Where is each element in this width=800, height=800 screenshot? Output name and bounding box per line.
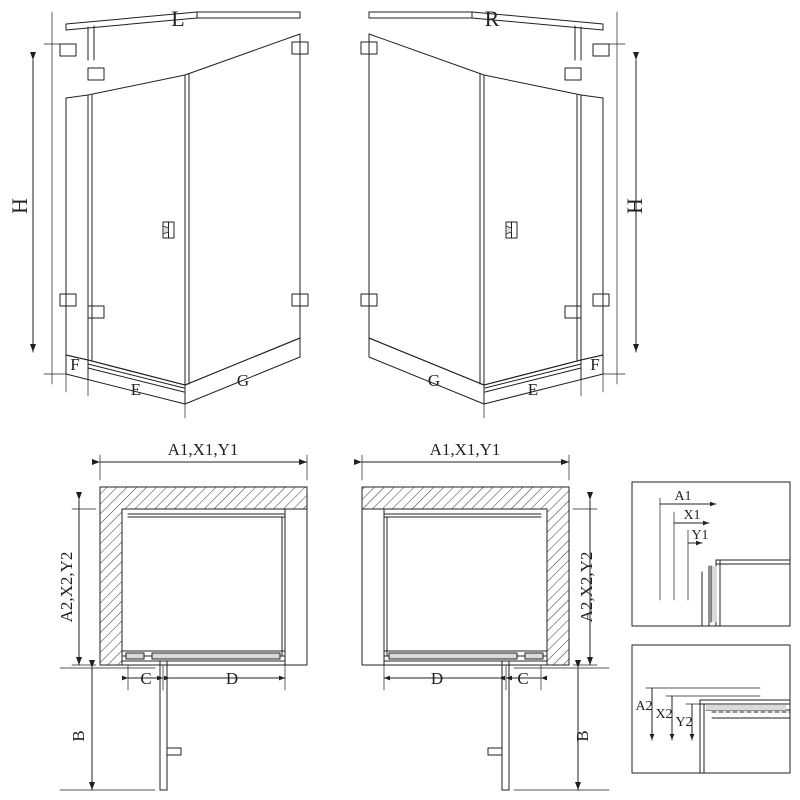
plan-right [362,455,609,790]
dim-e-left: E [130,380,142,399]
detail-label-a2: A2 [635,699,653,714]
dim-side-plan-right: A2,X2,Y2 [577,551,596,623]
dim-e-right: E [527,380,539,399]
dim-f-left: F [70,355,80,374]
dim-height-right: H [622,198,647,214]
dim-top-plan-right: A1,X1,Y1 [429,440,501,459]
dim-f-right: F [590,355,600,374]
dim-c-right: C [517,669,529,688]
dim-side-plan-left: A2,X2,Y2 [57,551,76,623]
dim-b-left: B [69,730,88,742]
detail-top [632,482,790,626]
detail-label-a1: A1 [674,489,692,504]
dim-g-right: G [427,371,441,390]
dim-top-plan-left: A1,X1,Y1 [167,440,239,459]
detail-label-x2: X2 [655,707,673,722]
detail-label-y2: Y2 [675,715,693,730]
view-label-left: L [171,6,185,31]
dim-c-left: C [140,669,152,688]
detail-label-y1: Y1 [691,528,709,543]
dim-g-left: G [236,371,250,390]
dim-height-left: H [7,198,32,214]
plan-left [60,455,307,790]
dim-d-left: D [225,669,239,688]
detail-label-x1: X1 [683,508,701,523]
view-label-right: R [484,6,500,31]
dim-d-right: D [430,669,444,688]
dim-b-right: B [573,730,592,742]
